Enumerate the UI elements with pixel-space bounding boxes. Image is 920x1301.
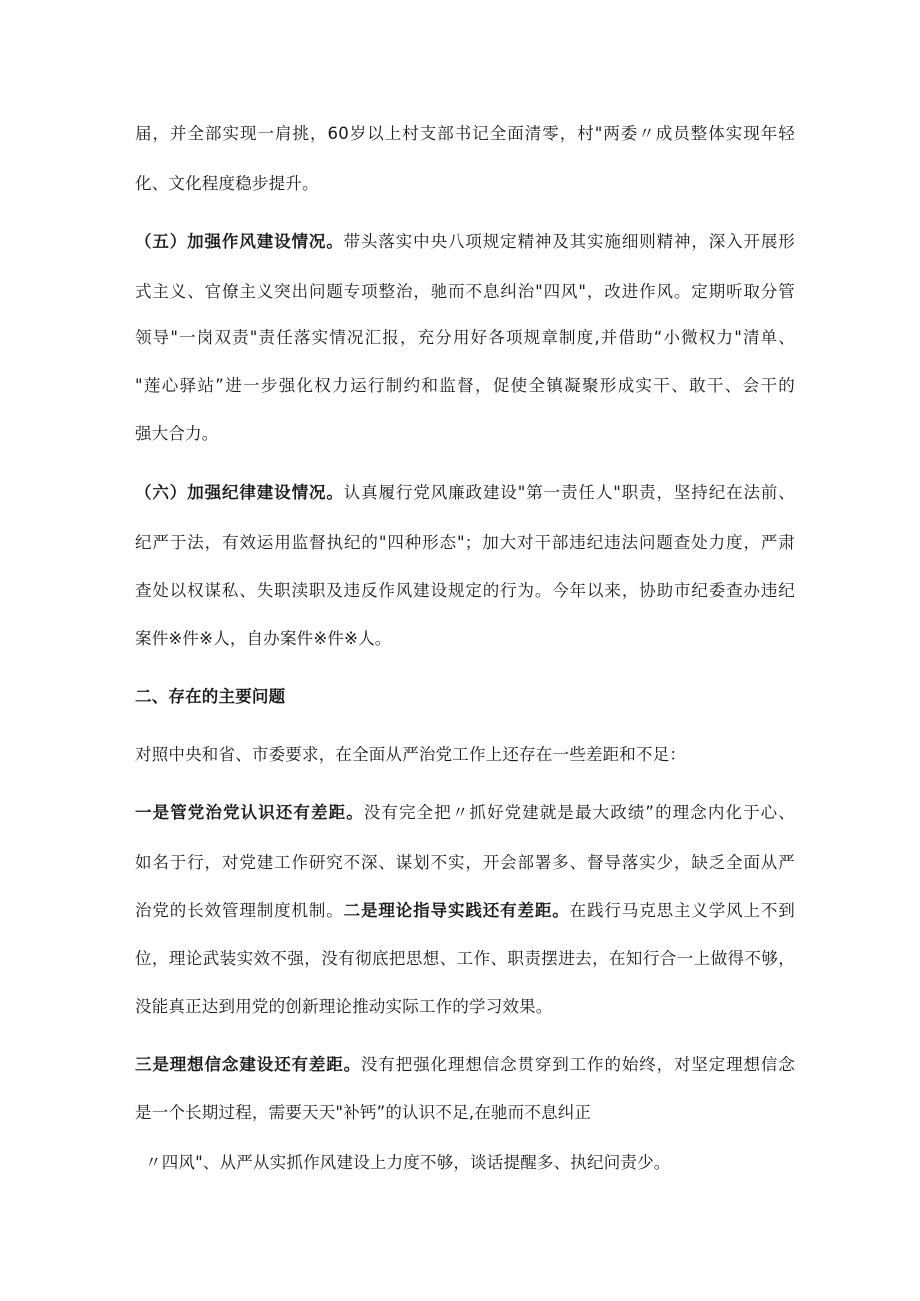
paragraph-heading: 一是管党治党认识还有差距。 <box>135 803 364 822</box>
paragraph-line <box>135 995 795 1019</box>
paragraph-text: 带头落实中央八项规定精神及其实施细则精神，深入开展形 <box>343 232 795 251</box>
section-heading: 二、存在的主要问题 <box>135 687 286 706</box>
paragraph-heading: 三是理想信念建设还有差距。 <box>135 1055 362 1074</box>
paragraph-heading: （五）加强作风建设情况。 <box>135 232 344 251</box>
paragraph-text: 纪严于法，有效运用监督执纪的"四种形态"；加大对干部违纪违法问题查处力度，严肃 <box>135 533 795 552</box>
paragraph-text: 没能真正达到用党的创新理论推动实际工作的学习效果。 <box>135 997 553 1016</box>
paragraph-text: 认真履行党风廉政建设"第一责任人"职责，坚持纪在法前、 <box>343 483 795 502</box>
paragraph-text: 没有完全把〃抓好党建就是最大政绩”的理念内化于心、 <box>363 803 795 822</box>
paragraph-text: 在践行马克思主义学风上不到 <box>569 901 795 920</box>
paragraph-line <box>135 899 795 923</box>
paragraph-text: 强大合力。 <box>135 424 219 443</box>
paragraph-text: 查处以权谋私、失职渎职及违反作风建设规定的行为。今年以来，协助市纪委查办违纪 <box>135 581 795 600</box>
paragraph-line <box>135 851 795 875</box>
paragraph-line <box>135 627 795 651</box>
paragraph-line <box>135 947 795 971</box>
paragraph-line <box>135 374 795 398</box>
paragraph-text: 如名于行，对党建工作研究不深、谋划不实，开会部署多、督导落实少，缺乏全面从严 <box>135 853 795 872</box>
paragraph-text: 式主义、官僚主义突出问题专项整治，驰而不息纠治"四风"，改进作风。定期听取分管 <box>135 282 795 301</box>
paragraph-line <box>135 801 795 825</box>
paragraph-line <box>135 280 795 304</box>
paragraph-line <box>135 1101 795 1125</box>
paragraph-line <box>135 531 795 555</box>
paragraph-line <box>135 743 795 767</box>
paragraph-text: "莲心驿站”进一步强化权力运行制约和监督，促使全镇凝聚形成实干、敢干、会干的 <box>135 376 795 395</box>
paragraph-text: 届，并全部实现一肩挑，60岁以上村支部书记全面清零，村"两委〃成员整体实现年轻 <box>135 124 795 143</box>
paragraph-line <box>135 326 795 350</box>
paragraph-text: 领导"一岗双责"责任落实情况汇报，充分用好各项规章制度,并借助“小微权力"清单、 <box>135 328 795 347</box>
paragraph-text: 案件※件※人，自办案件※件※人。 <box>135 629 392 648</box>
paragraph-line <box>135 579 795 603</box>
paragraph-line <box>135 1053 795 1077</box>
paragraph-text: 位，理论武装实效不强，没有彻底把思想、工作、职责摆进去，在知行合一上做得不够， <box>135 949 795 968</box>
paragraph-heading: （六）加强纪律建设情况。 <box>135 483 344 502</box>
paragraph-line <box>135 122 795 146</box>
paragraph-line <box>135 481 795 505</box>
paragraph-text: 是一个长期过程，需要天天"补钙”的认识不足,在驰而不息纠正 <box>135 1103 592 1122</box>
paragraph-line <box>135 422 795 446</box>
paragraph-text: 对照中央和省、市委要求，在全面从严治党工作上还存在一些差距和不足： <box>135 745 687 764</box>
paragraph-line <box>135 172 795 196</box>
paragraph-line <box>135 230 795 254</box>
paragraph-text: 治党的长效管理制度机制。 <box>135 901 344 920</box>
paragraph-line <box>145 1151 805 1175</box>
paragraph-text: 没有把强化理想信念贯穿到工作的始终，对坚定理想信念 <box>361 1055 796 1074</box>
paragraph-text: 化、文化程度稳步提升。 <box>135 174 319 193</box>
paragraph-text: 〃四风"、从严从实抓作风建设上力度不够，谈话提醒多、执纪问责少。 <box>145 1153 671 1172</box>
paragraph-heading: 二是理论指导实践还有差距。 <box>343 901 570 920</box>
